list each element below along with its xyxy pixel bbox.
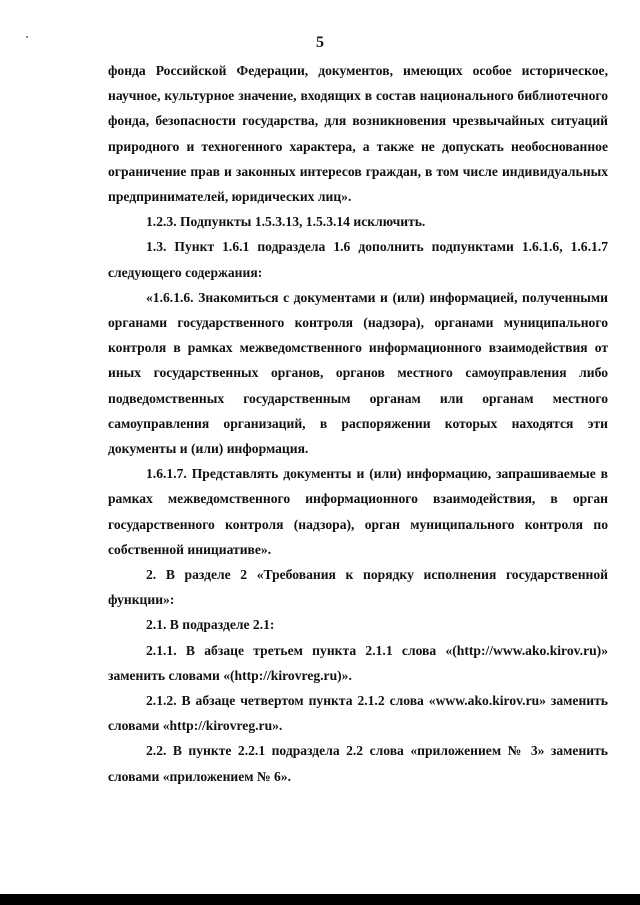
document-body [108,58,608,789]
page-number: 5 [316,34,324,51]
paragraph-2-2: 2.2. В пункте 2.2.1 подраздела 2.2 слова «приложением № 3» заменить словами «приложением № 6». [108,743,608,784]
paragraph-2: 2. В разделе 2 «Требования к порядку исполнения государственной функции»: [108,567,608,608]
paragraph-2-1-1: 2.1.1. В абзаце третьем пункта 2.1.1 слова «(http://www.ako.kirov.ru)» заменить словами «(http://kirovreg.ru)». [108,642,608,683]
paragraph-2-1-2: 2.1.2. В абзаце четвертом пункта 2.1.2 слова «www.ako.kirov.ru» заменить словами «http://kirovreg.ru». [108,693,608,734]
paragraph-1-2-3: 1.2.3. Подпункты 1.5.3.13, 1.5.3.14 исключить. [146,214,426,230]
scan-edge-bar [0,894,640,905]
paragraph-continuation: фонда Российской Федерации, документов, имеющих особое историческое, научное, культурное значение, входящих в состав национального библиотечного фонда, безопасности государства, для возникновения чрезвычайных ситуаций природного и техногенного характера, а также не допускать необоснованное ограничение прав и законных интересов граждан, в том числе индивидуальных предпринимателей, юридических лиц». [108,63,608,205]
paragraph-2-1: 2.1. В подразделе 2.1: [146,617,275,633]
paragraph-1-6-1-7: 1.6.1.7. Представлять документы и (или) информацию, запрашиваемые в рамках межведомственного информационного взаимодействия, в орган государственного контроля (надзора), орган муниципального контроля по собственной инициативе». [108,466,608,557]
paragraph-1-3: 1.3. Пункт 1.6.1 подраздела 1.6 дополнить подпунктами 1.6.1.6, 1.6.1.7 следующего содержания: [108,239,608,280]
paragraph-1-6-1-6: «1.6.1.6. Знакомиться с документами и (или) информацией, полученными органами государственного контроля (надзора), органами муниципального контроля в рамках межведомственного информационного взаимодействия от иных государственных органов, органов местного самоуправления либо подведомственных государственным органам или органам местного самоуправления организаций, в распоряжении которых находятся эти документы и (или) информация. [108,289,608,457]
